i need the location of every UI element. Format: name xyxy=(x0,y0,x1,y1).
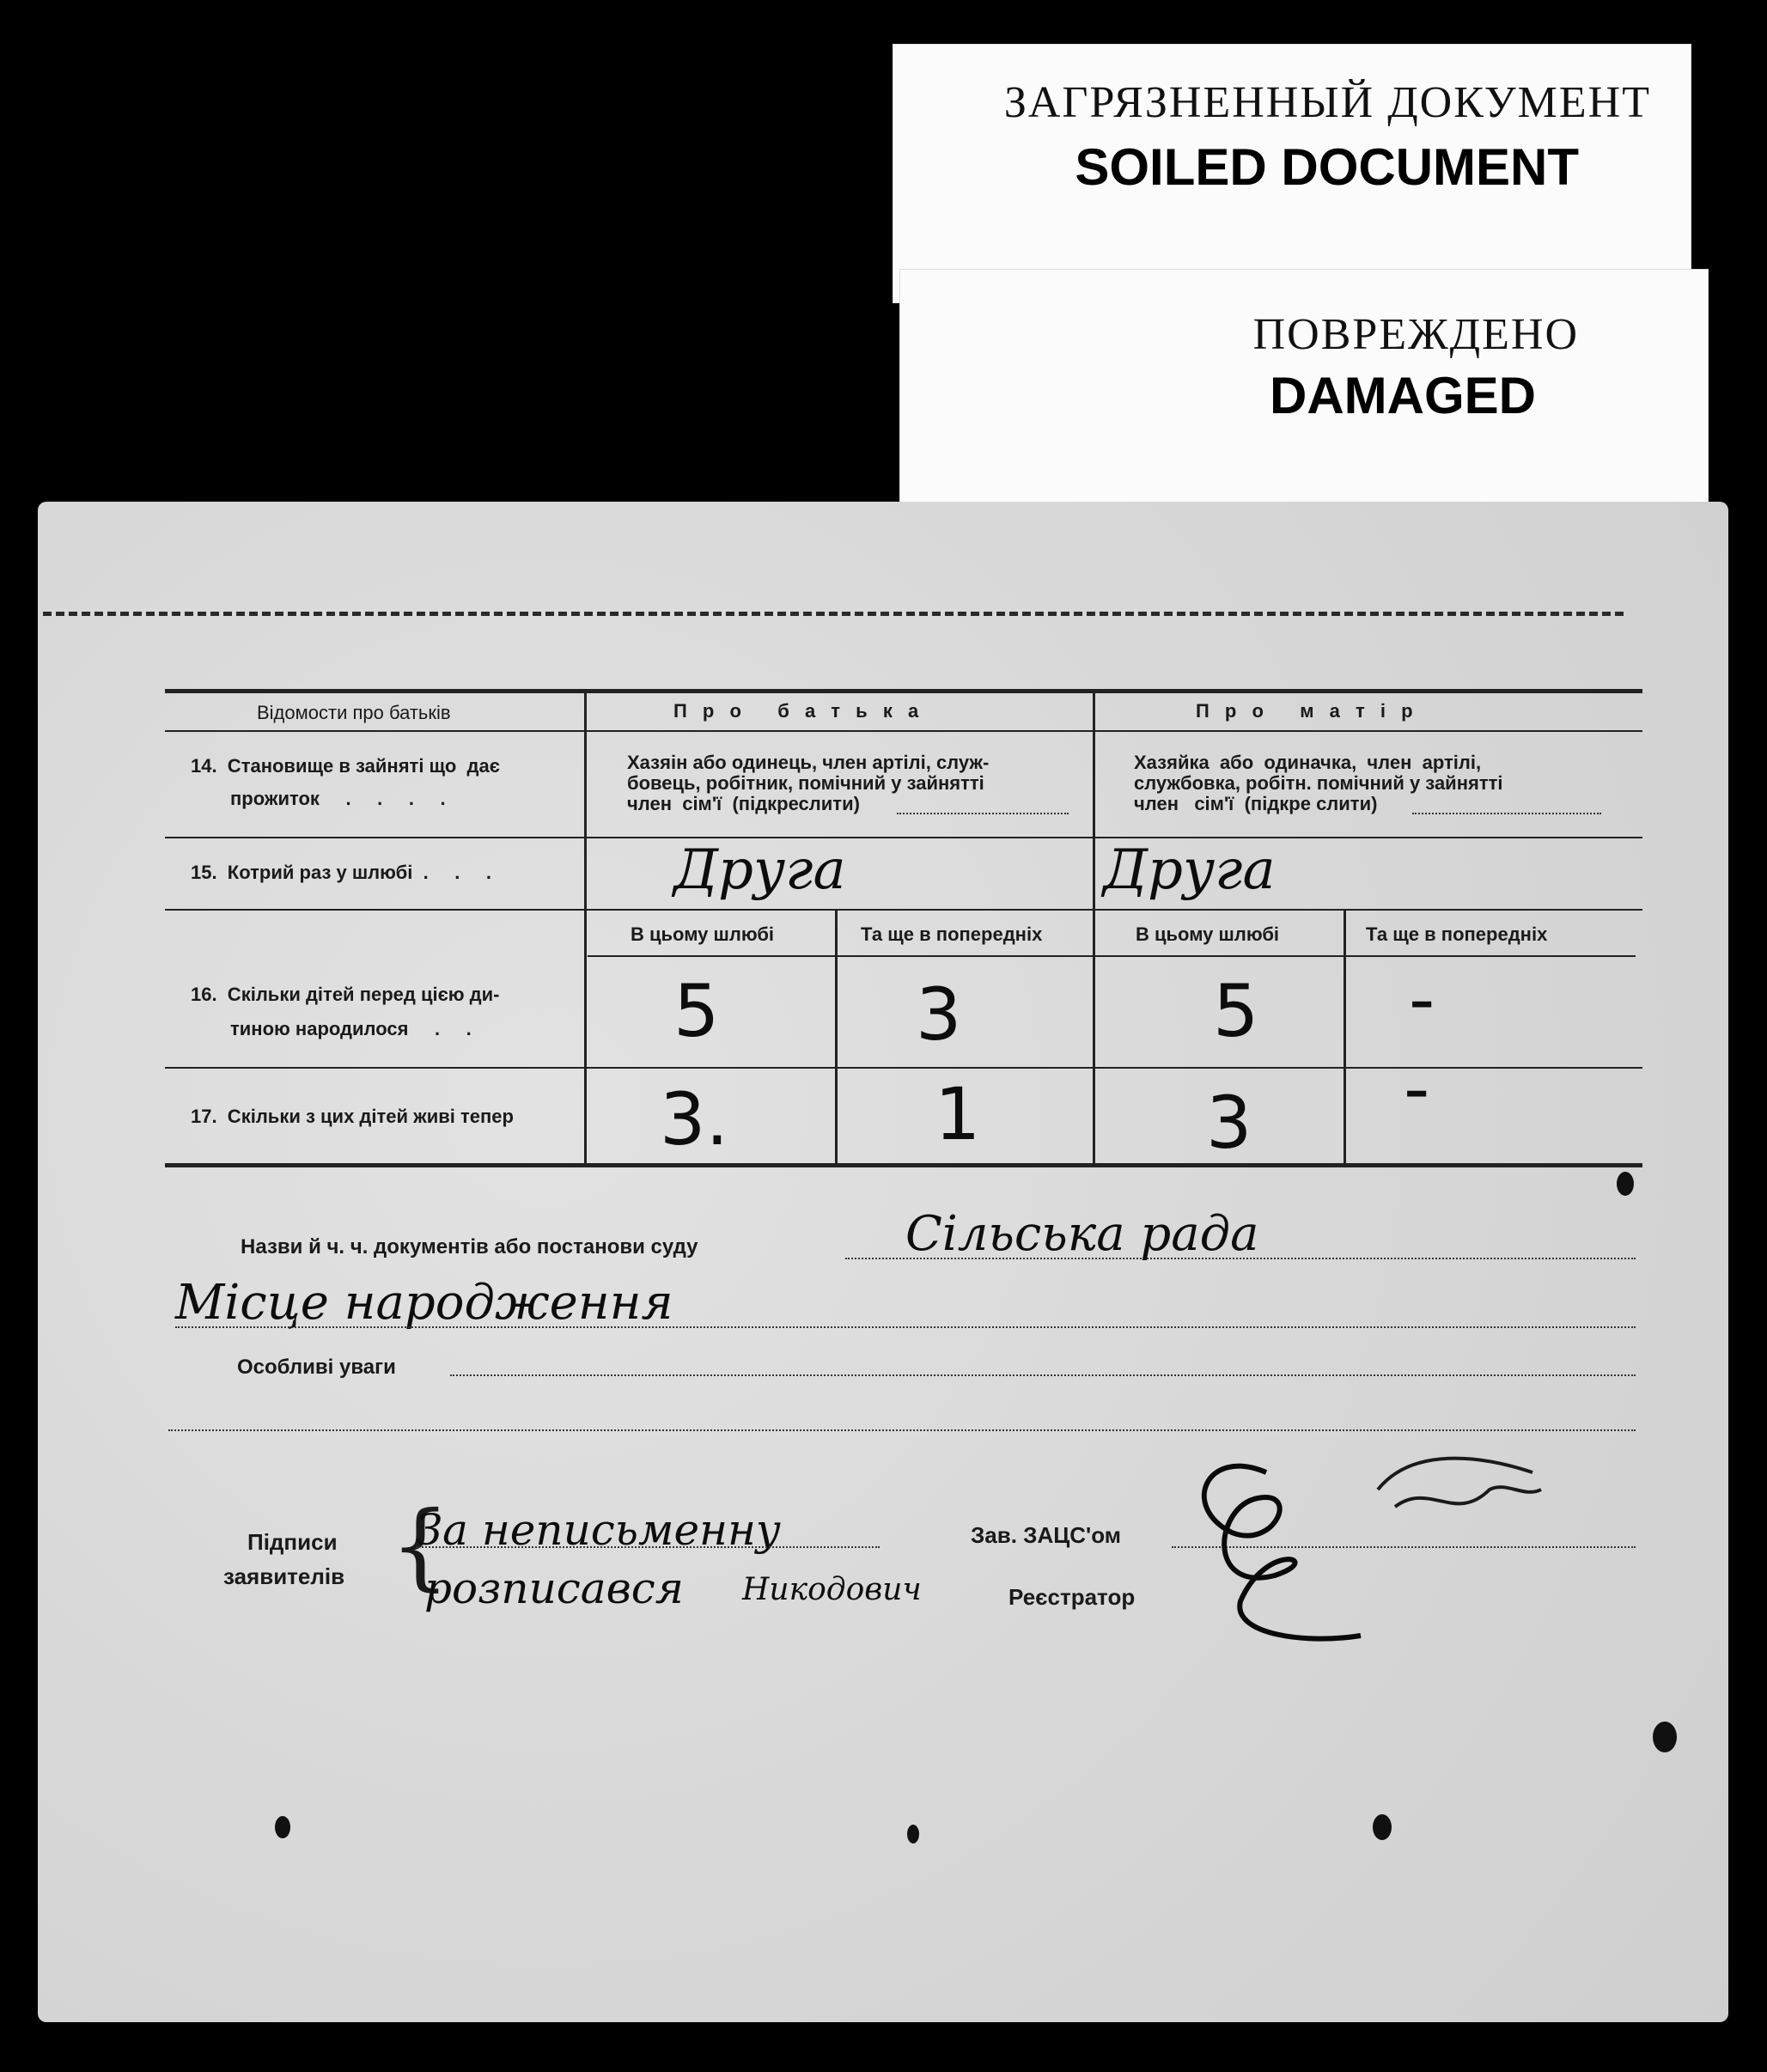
damaged-label-en: DAMAGED xyxy=(1270,367,1536,424)
row14-mother-2: службовка, робітн. помічний у зайнятті xyxy=(1134,772,1503,794)
header-father: П р о б а т ь к а xyxy=(673,700,924,722)
row16-father-prev: 3 xyxy=(916,972,962,1057)
applicants-label-2: заявителів xyxy=(223,1563,345,1589)
header-parents-info: Відомости про батьків xyxy=(257,702,451,723)
damage-hole xyxy=(907,1825,919,1843)
row16-label-1: 16. Скільки дітей перед цією ди- xyxy=(191,984,500,1005)
documents-handwriting-1: Сільська рада xyxy=(905,1206,1259,1262)
col-divider-1 xyxy=(584,692,587,1165)
remarks-dots-1 xyxy=(450,1374,1636,1376)
row14-mother-dots xyxy=(1412,813,1601,814)
perforation-line xyxy=(43,612,1624,616)
registrar-signature xyxy=(1155,1438,1567,1661)
documents-label: Назви й ч. ч. документів або постанови суду xyxy=(241,1235,698,1258)
row15-father-handwriting: Друга xyxy=(673,838,846,902)
sub-mother-this: В цьому шлюбі xyxy=(1136,923,1280,945)
row14-father-1: Хазяін або одинець, член артілі, служ- xyxy=(627,752,990,773)
subheader-rule xyxy=(588,955,1636,957)
row14-father-3: член сім'ї (підкреслити) xyxy=(627,793,860,814)
damage-hole xyxy=(1653,1722,1677,1752)
registrar-label: Реєстратор xyxy=(1008,1584,1136,1610)
remarks-label: Особливі уваги xyxy=(237,1356,396,1379)
row17-label: 17. Скільки з цих дітей живі тепер xyxy=(191,1106,514,1127)
applicants-label-1: Підписи xyxy=(247,1529,338,1555)
head-zags-label: Зав. ЗАЦС'ом xyxy=(971,1522,1121,1548)
documents-handwriting-2: Місце народження xyxy=(175,1275,673,1331)
soiled-label-en: SOILED DOCUMENT xyxy=(1075,138,1579,196)
table-bottom-rule xyxy=(165,1163,1642,1167)
applicants-handwriting-1: За неписьменну xyxy=(416,1505,781,1555)
documents-dots-2 xyxy=(175,1326,1636,1328)
damaged-label-ru: ПОВРЕЖДЕНО xyxy=(1252,310,1579,359)
col-divider-m xyxy=(1344,911,1346,1165)
row16-mother-this: 5 xyxy=(1213,969,1259,1053)
col-divider-f xyxy=(835,911,838,1165)
row15-mother-handwriting: Друга xyxy=(1103,838,1276,902)
remarks-dots-2 xyxy=(168,1429,1636,1431)
row17-mother-prev: - xyxy=(1404,1046,1430,1130)
applicants-handwriting-2: розписався xyxy=(424,1563,684,1613)
row14-father-dots xyxy=(897,813,1069,814)
soiled-document-label xyxy=(893,45,1691,302)
header-mother: П р о м а т і р xyxy=(1196,700,1418,722)
applicants-handwriting-name: Никодович xyxy=(742,1572,922,1607)
row14-mother-1: Хазяйка або одиначка, член артілі, xyxy=(1134,752,1482,773)
row14-label-1: 14. Становище в зайняті що дає xyxy=(191,755,500,777)
row15-rule xyxy=(165,909,1642,911)
row14-label-2: прожиток . . . . xyxy=(230,788,446,809)
row17-father-prev: 1 xyxy=(935,1072,981,1156)
damaged-document-label xyxy=(900,270,1708,527)
damage-hole xyxy=(275,1816,290,1838)
sub-father-prev: Та ще в попередніх xyxy=(861,923,1043,945)
document-sheet xyxy=(38,502,1728,2022)
col-divider-2 xyxy=(1093,692,1095,1165)
sub-father-this: В цьому шлюбі xyxy=(631,923,775,945)
row16-father-this: 5 xyxy=(673,969,720,1053)
sub-mother-prev: Та ще в попередніх xyxy=(1366,923,1548,945)
table-top-rule xyxy=(165,689,1642,693)
damage-hole xyxy=(1373,1814,1392,1840)
row14-rule xyxy=(165,837,1642,838)
header-rule xyxy=(165,730,1642,732)
applicants-dots-1 xyxy=(416,1546,880,1548)
row16-mother-prev: - xyxy=(1409,957,1435,1041)
row17-father-this: 3. xyxy=(660,1077,729,1161)
row14-father-2: бовець, робітник, помічний у зайнятті xyxy=(627,772,984,794)
row16-label-2: тиною народилося . . xyxy=(230,1018,472,1039)
row14-mother-3: член сім'ї (підкре слити) xyxy=(1134,793,1378,814)
applicants-brace: { xyxy=(390,1490,450,1600)
soiled-label-ru: ЗАГРЯЗНЕННЫЙ ДОКУМЕНТ xyxy=(1003,78,1651,127)
row17-mother-this: 3 xyxy=(1206,1081,1252,1165)
row15-label: 15. Котрий раз у шлюбі . . . xyxy=(191,862,492,883)
damage-hole xyxy=(1617,1172,1634,1196)
